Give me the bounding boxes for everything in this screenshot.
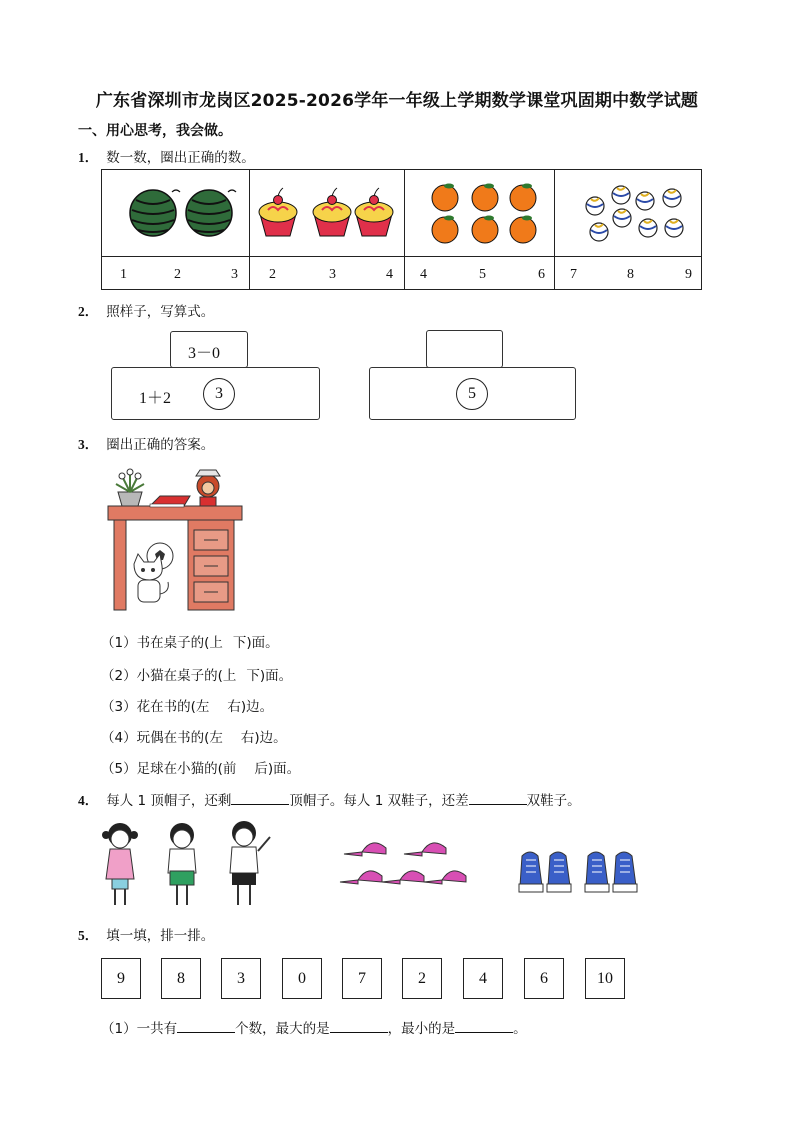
shoes-illustration xyxy=(516,846,644,898)
question-text: 照样子，写算式。 xyxy=(106,304,215,320)
watermelon-icon xyxy=(130,190,180,236)
orange-icon xyxy=(432,185,458,211)
question-4 xyxy=(78,789,581,809)
number-card: 0 xyxy=(282,958,322,999)
answer-bottom-box[interactable] xyxy=(369,367,576,420)
option-number[interactable]: 2 xyxy=(174,267,181,282)
shoe-pair-icon xyxy=(585,852,637,892)
option-number[interactable]: 3 xyxy=(231,267,238,282)
option-number[interactable]: 2 xyxy=(269,267,276,282)
question-2 xyxy=(78,300,214,320)
item-alt: 下)面。 xyxy=(232,635,279,651)
question-number: 5． xyxy=(78,928,99,943)
number-card: 9 xyxy=(101,958,141,999)
number-card: 2 xyxy=(402,958,442,999)
question-text-part: 。 xyxy=(513,1021,527,1037)
volleyball-picture xyxy=(555,170,701,256)
option-number[interactable]: 4 xyxy=(420,267,427,282)
cap-icon xyxy=(424,871,466,884)
orange-icon xyxy=(472,217,498,243)
example-result-circle: 3 xyxy=(203,378,235,410)
q3-item-1 xyxy=(101,631,279,651)
cupcake-icon xyxy=(355,188,393,236)
question-number: 1． xyxy=(78,150,99,165)
question-number: 4． xyxy=(78,793,99,808)
q3-item-2 xyxy=(101,664,292,684)
shoe-pair-icon xyxy=(519,852,571,892)
question-text-part: 每人 1 顶帽子，还剩 xyxy=(106,793,232,809)
q3-item-4 xyxy=(101,726,287,746)
number-card: 7 xyxy=(342,958,382,999)
flower-pot-icon xyxy=(116,469,144,506)
number-card: 6 xyxy=(524,958,564,999)
toy-doll-icon xyxy=(196,470,220,506)
orange-icon xyxy=(510,217,536,243)
question-3 xyxy=(78,433,214,453)
item-label: （2）小猫在桌子的(上 xyxy=(101,668,237,684)
cap-icon xyxy=(404,843,446,856)
q5-sub-1 xyxy=(101,1017,527,1037)
orange-icon xyxy=(472,185,498,211)
child-girl-icon xyxy=(102,823,138,905)
question-number: 3． xyxy=(78,437,99,452)
option-number[interactable]: 8 xyxy=(627,267,634,282)
task-result-circle: 5 xyxy=(456,378,488,410)
orange-icon xyxy=(432,217,458,243)
option-number[interactable]: 4 xyxy=(386,267,393,282)
number-card: 10 xyxy=(585,958,625,999)
question-5 xyxy=(78,924,214,944)
question-text-part: 顶帽子。每人 1 双鞋子，还差 xyxy=(289,793,469,809)
question-1 xyxy=(78,146,255,166)
question-text-part: （1）一共有 xyxy=(101,1021,178,1037)
page-title: 广东省深圳市龙岗区2025-2026学年一年级上学期数学课堂巩固期中数学试题 xyxy=(95,91,699,111)
option-number[interactable]: 1 xyxy=(120,267,127,282)
number-card: 8 xyxy=(161,958,201,999)
cap-icon xyxy=(340,871,382,884)
question-text-part: 双鞋子。 xyxy=(526,793,581,809)
item-alt: 下)面。 xyxy=(246,668,293,684)
option-number[interactable]: 3 xyxy=(329,267,336,282)
item-alt: 右)边。 xyxy=(227,699,274,715)
counting-table xyxy=(101,169,702,290)
example-bottom-box xyxy=(111,367,320,420)
question-text: 填一填，排一排。 xyxy=(106,928,215,944)
question-text-part: ，最小的是 xyxy=(387,1021,456,1037)
answer-blank[interactable] xyxy=(177,1018,235,1033)
answer-blank[interactable] xyxy=(455,1018,513,1033)
example-bottom-expression: 1＋2 xyxy=(139,390,172,407)
option-number[interactable]: 5 xyxy=(479,267,486,282)
cap-icon xyxy=(382,871,424,884)
item-label: （3）花在书的(左 xyxy=(101,699,210,715)
children-illustration xyxy=(98,815,280,911)
option-number[interactable]: 7 xyxy=(570,267,577,282)
q3-item-3 xyxy=(101,695,273,715)
number-card: 4 xyxy=(463,958,503,999)
orange-icon xyxy=(510,185,536,211)
item-label: （5）足球在小猫的(前 xyxy=(101,761,237,777)
desk-scene-illustration xyxy=(104,466,246,614)
item-label: （4）玩偶在书的(左 xyxy=(101,730,223,746)
question-number: 2． xyxy=(78,304,99,319)
child-girl-icon xyxy=(168,823,196,905)
option-number[interactable]: 9 xyxy=(685,267,692,282)
example-top-expression: 3－0 xyxy=(188,345,221,362)
book-icon xyxy=(150,496,190,507)
caps-illustration xyxy=(336,834,472,896)
number-card: 3 xyxy=(221,958,261,999)
question-text: 圈出正确的答案。 xyxy=(106,437,215,453)
answer-blank[interactable] xyxy=(469,790,527,805)
cupcake-icon xyxy=(313,188,351,236)
question-text: 数一数，圈出正确的数。 xyxy=(106,150,255,166)
example-top-box xyxy=(170,331,248,368)
answer-blank[interactable] xyxy=(231,790,289,805)
orange-picture xyxy=(405,170,554,256)
question-text-part: 个数，最大的是 xyxy=(235,1021,330,1037)
cupcake-picture xyxy=(250,170,404,256)
item-label: （1）书在桌子的(上 xyxy=(101,635,223,651)
answer-top-box[interactable] xyxy=(426,330,503,368)
cap-icon xyxy=(344,843,386,856)
cupcake-icon xyxy=(259,188,297,236)
item-alt: 右)边。 xyxy=(240,730,287,746)
watermelon-picture xyxy=(102,170,249,256)
section-heading: 一、用心思考，我会做。 xyxy=(78,123,232,139)
watermelon-icon xyxy=(186,190,236,236)
item-alt: 后)面。 xyxy=(254,761,301,777)
child-boy-icon xyxy=(230,821,270,905)
q3-item-5 xyxy=(101,757,300,777)
answer-blank[interactable] xyxy=(330,1018,388,1033)
option-number[interactable]: 6 xyxy=(538,267,545,282)
